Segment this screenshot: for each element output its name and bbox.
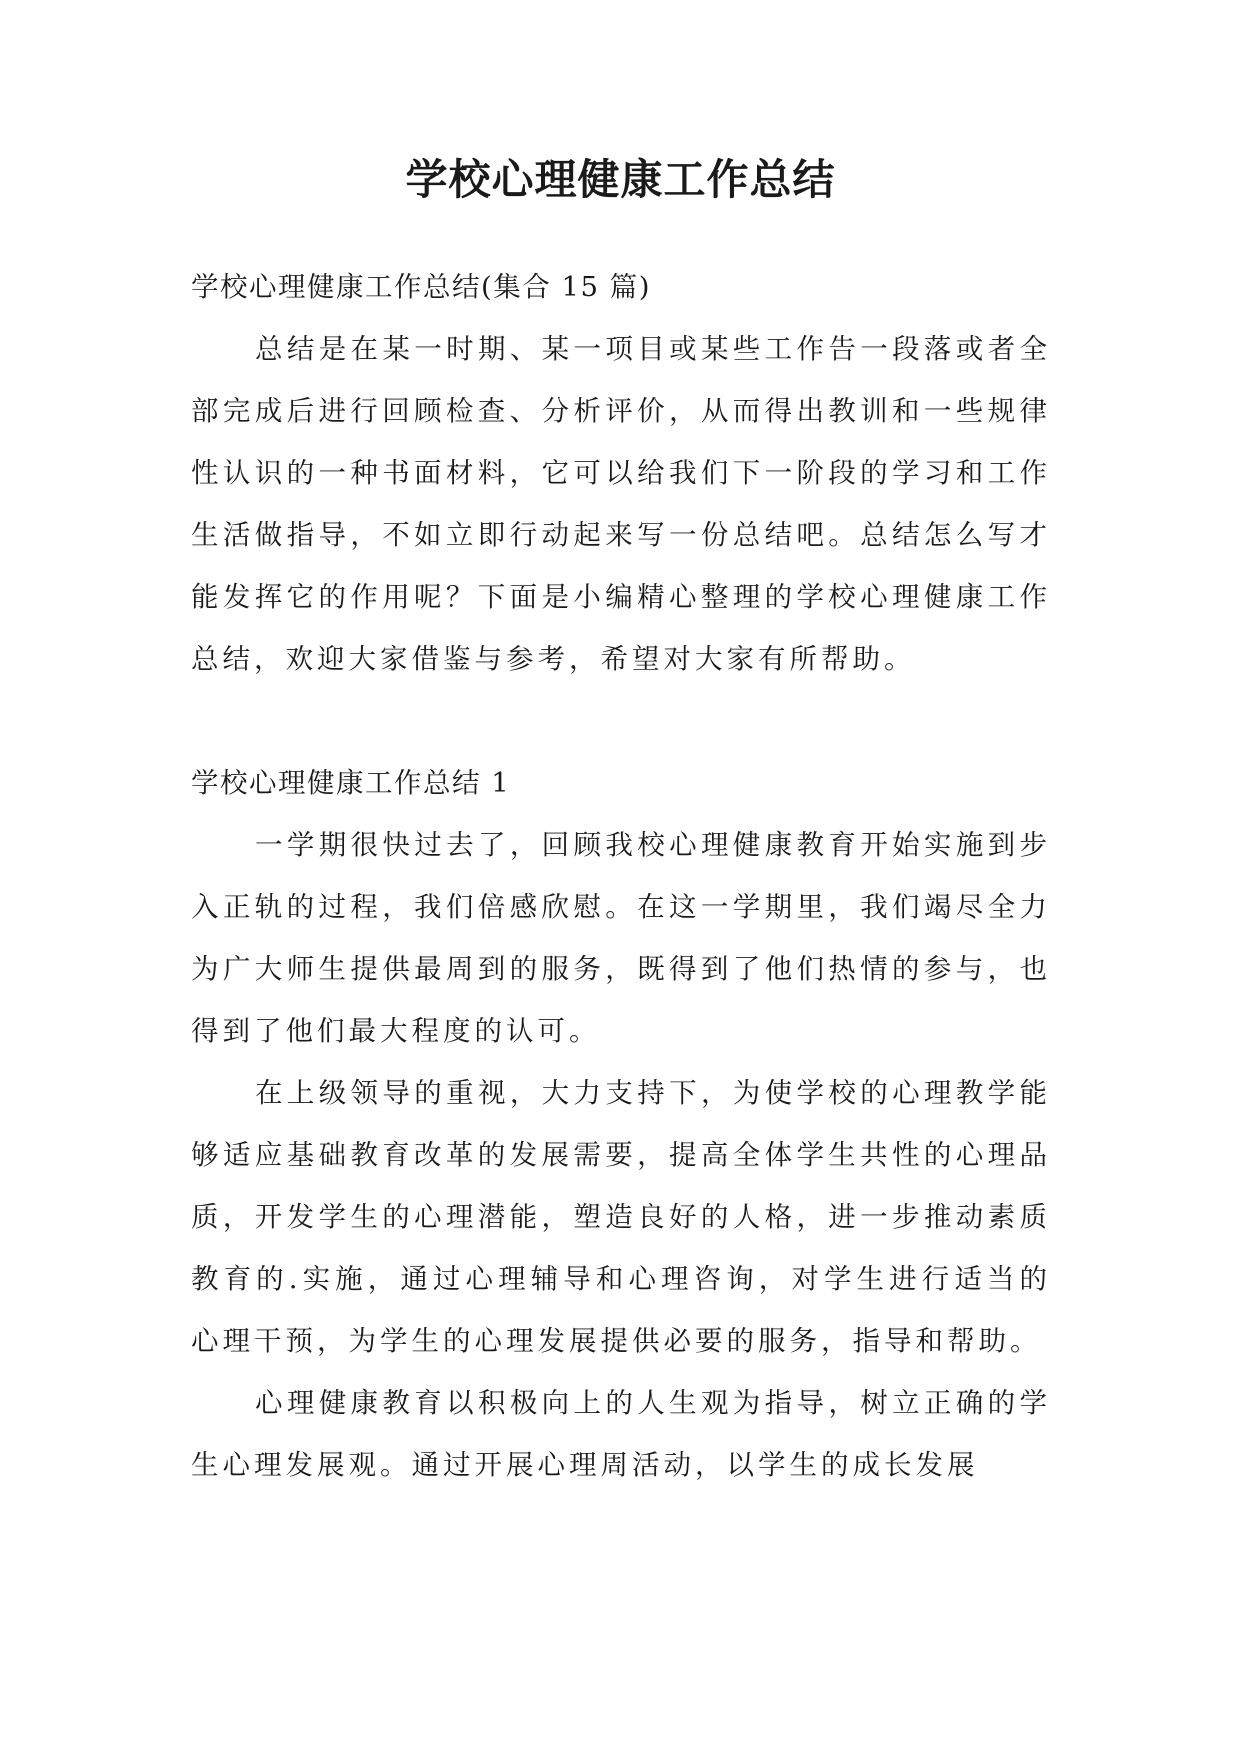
collection-subtitle: 学校心理健康工作总结(集合 15 篇) bbox=[191, 271, 651, 303]
body-paragraph: 在上级领导的重视，大力支持下，为使学校的心理教学能够适应基础教育改革的发展需要，提高全体学生共性的心理品质，开发学生的心理潜能，塑造良好的人格，进一步推动素质教育的.实施，通过心理辅导和心理咨询，对学生进行适当的心理干预，为学生的心理发展提供必要的服务，指导和帮助。 bbox=[191, 1077, 1051, 1357]
section-spacer bbox=[191, 690, 1051, 752]
intro-paragraph: 总结是在某一时期、某一项目或某些工作告一段落或者全部完成后进行回顾检查、分析评价，从而得出教训和一些规律性认识的一种书面材料，它可以给我们下一阶段的学习和工作生活做指导，不如立即行动起来写一份总结吧。总结怎么写才能发挥它的作用呢？下面是小编精心整理的学校心理健康工作总结，欢迎大家借鉴与参考，希望对大家有所帮助。 bbox=[191, 333, 1051, 675]
body-paragraph: 一学期很快过去了，回顾我校心理健康教育开始实施到步入正轨的过程，我们倍感欣慰。在这一学期里，我们竭尽全力为广大师生提供最周到的服务，既得到了他们热情的参与，也得到了他们最大程度的认可。 bbox=[191, 829, 1051, 1047]
body-paragraph: 心理健康教育以积极向上的人生观为指导，树立正确的学生心理发展观。通过开展心理周活动，以学生的成长发展 bbox=[191, 1387, 1051, 1481]
document-title: 学校心理健康工作总结 bbox=[405, 155, 836, 204]
section-heading: 学校心理健康工作总结 1 bbox=[191, 767, 511, 799]
document-body bbox=[191, 256, 1051, 1496]
